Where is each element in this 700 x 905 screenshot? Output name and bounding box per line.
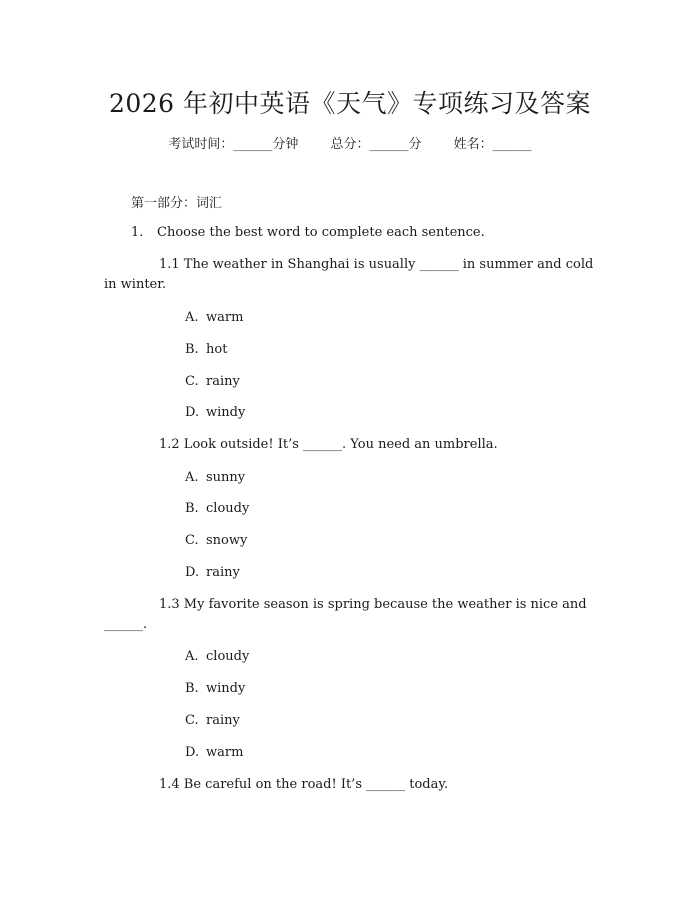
option-letter: A. xyxy=(185,649,199,664)
option-letter: D. xyxy=(185,405,200,420)
item-1-1-text: 1.1 The weather in Shanghai is usually ______ in summer and cold xyxy=(159,257,594,272)
item-1-2-option-d xyxy=(185,565,240,580)
question-1 xyxy=(131,225,485,240)
option-letter: C. xyxy=(185,713,199,728)
student-name-field: 姓名：______ xyxy=(453,137,532,152)
option-text: windy xyxy=(206,681,246,696)
item-1-2-option-b xyxy=(185,501,249,516)
item-1-1-option-d xyxy=(185,405,245,420)
option-letter: A. xyxy=(185,310,199,325)
item-1-4-text: 1.4 Be careful on the road! It’s ______ today. xyxy=(159,777,449,792)
item-1-3-option-b xyxy=(185,681,245,696)
item-1-2-option-a xyxy=(185,470,245,485)
option-text: hot xyxy=(206,342,228,357)
item-1-3-text: 1.3 My favorite season is spring because the weather is nice and xyxy=(159,597,587,612)
option-letter: B. xyxy=(185,342,199,357)
item-1-3-option-c xyxy=(185,713,240,728)
item-1-1-option-a xyxy=(185,310,243,325)
item-1-1-text-continued: in winter. xyxy=(104,277,167,292)
option-letter: A. xyxy=(185,470,199,485)
item-1-1-option-c xyxy=(185,374,240,389)
option-text: warm xyxy=(206,310,244,325)
question-instruction: Choose the best word to complete each sentence. xyxy=(157,225,485,240)
option-text: rainy xyxy=(206,374,240,389)
option-text: warm xyxy=(206,745,244,760)
option-letter: B. xyxy=(185,501,199,516)
page-title: 2026 年初中英语《天气》专项练习及答案 xyxy=(108,89,592,118)
total-score-field: 总分：______分 xyxy=(330,137,422,152)
question-number: 1. xyxy=(131,225,144,240)
section-heading: 第一部分：词汇 xyxy=(131,196,223,211)
option-text: rainy xyxy=(206,713,240,728)
item-1-1-option-b xyxy=(185,342,227,357)
option-letter: C. xyxy=(185,533,199,548)
item-1-2-text: 1.2 Look outside! It’s ______. You need an umbrella. xyxy=(159,437,498,452)
exam-time-field: 考试时间：______分钟 xyxy=(168,137,299,152)
option-text: windy xyxy=(206,405,246,420)
exam-info-bar xyxy=(0,133,700,152)
option-text: cloudy xyxy=(206,501,250,516)
option-letter: B. xyxy=(185,681,199,696)
option-text: sunny xyxy=(206,470,246,485)
item-1-3-text-continued: ______. xyxy=(104,617,148,632)
option-text: rainy xyxy=(206,565,240,580)
option-letter: D. xyxy=(185,745,200,760)
option-text: snowy xyxy=(206,533,248,548)
option-text: cloudy xyxy=(206,649,250,664)
option-letter: D. xyxy=(185,565,200,580)
item-1-2-option-c xyxy=(185,533,247,548)
item-1-3-option-a xyxy=(185,649,249,664)
option-letter: C. xyxy=(185,374,199,389)
item-1-3-option-d xyxy=(185,745,243,760)
